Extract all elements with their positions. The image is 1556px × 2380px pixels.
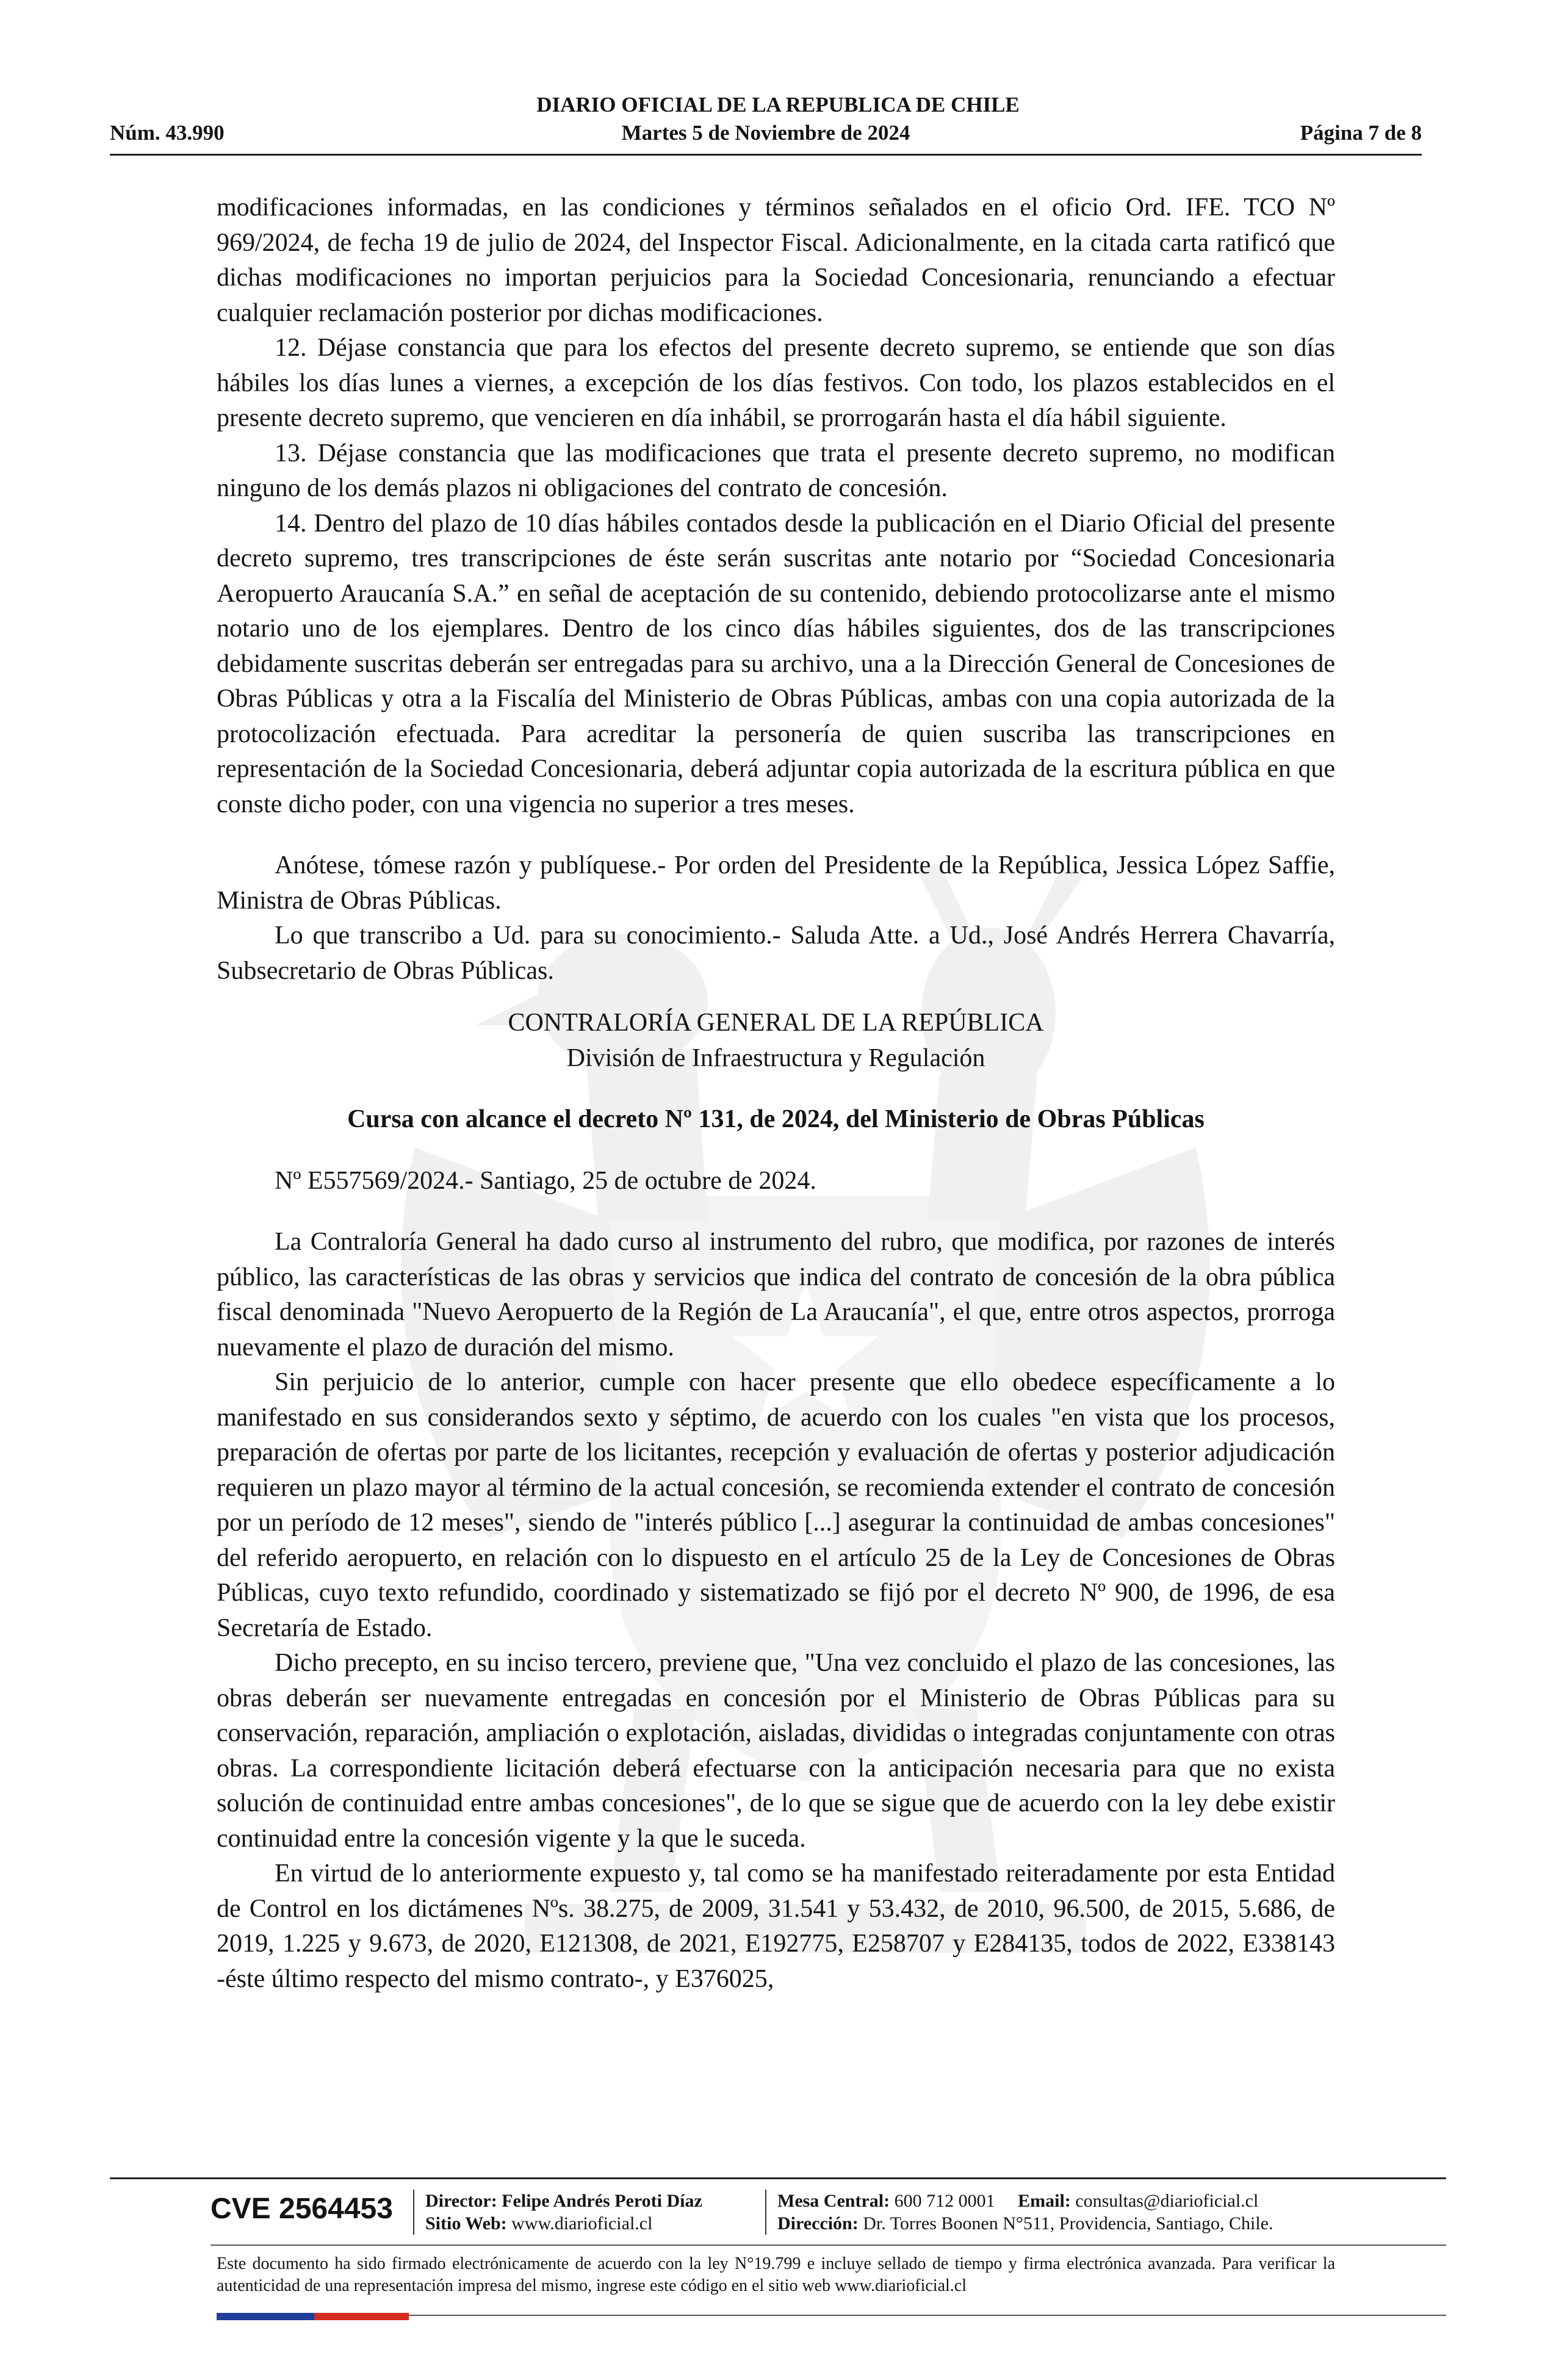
website-link[interactable]: www.diarioficial.cl [511,2213,653,2234]
clause-12: 12. Déjase constancia que para los efectos del presente decreto supremo, se entiende que son días hábiles los días lunes a viernes, a excepción de los días festivos. Con todo, los plazos establecidos en el presente decreto supremo, que vencieren en día inhábil, se prorrogarán hasta el día hábil siguiente. [217,334,1335,432]
cve-code: CVE 2564453 [211,2193,393,2225]
director-name: Felipe Andrés Peroti Díaz [502,2191,702,2211]
footer-separator [765,2190,766,2235]
footer-contact-block [777,2190,1273,2235]
document-body [217,190,1335,1997]
email-label: Email: [1018,2191,1071,2211]
website-label: Sitio Web: [425,2213,507,2234]
director-label: Director: [425,2191,497,2211]
opinion-paragraph-4: En virtud de lo anteriormente expuesto y, tal como se ha manifestado reiteradamente por esta Entidad de Control en los dictámenes Nºs. 38.275, de 2009, 31.541 y 53.432, de 2010, 96.500, de 2015, 5.686, de 2019, 1.225 y 9.673, de 2020, E121308, de 2021, E192775, E258707 y E284135, todos de 2022, E338143 -éste último respecto del mismo contrato-, y E376025, [217,1859,1335,1993]
issue-date: Martes 5 de Noviembre de 2024 [621,121,910,145]
email-link[interactable]: consultas@diarioficial.cl [1075,2191,1259,2211]
section-title: Cursa con alcance el decreto Nº 131, de 2024, del Ministerio de Obras Públicas [347,1105,1205,1133]
address-label: Dirección: [777,2213,859,2234]
clause-14: 14. Dentro del plazo de 10 días hábiles contados desde la publicación en el Diario Oficial del presente decreto supremo, tres transcripciones de éste serán suscritas ante notario por “Sociedad Concesionaria Aeropuerto Araucanía S.A.” en señal de aceptación de su contenido, debiendo protocolizarse ante el mismo notario uno de los ejemplares. Dentro de los cinco días hábiles siguientes, dos de las transcripciones debidamente suscritas deberán ser entregadas para su archivo, una a la Dirección General de Concesiones de Obras Públicas y otra a la Fiscalía del Ministerio de Obras Públicas, ambas con una copia autorizada de la protocolización efectuada. Para acreditar la personería de quien suscriba las transcripciones en representación de la Sociedad Concesionaria, deberá adjuntar copia autorizada de la escritura pública en que conste dicho poder, con una vigencia no superior a tres meses. [217,509,1335,818]
phone-number: 600 712 0001 [894,2191,995,2211]
header-divider [110,154,1422,156]
electronic-signature-notice: Este documento ha sido firmado electrónicamente de acuerdo con la ley N°19.799 e incluye sellado de tiempo y firma electrónica avanzada. Para verificar la autenticidad de una representación impresa del mismo, ingrese este código en el sitio web www.diarioficial.cl [217,2254,1335,2295]
issue-number: Núm. 43.990 [110,121,225,145]
organization-division: División de Infraestructura y Regulación [566,1044,985,1072]
footer-director-block [425,2190,702,2235]
header-row [110,121,1422,149]
signature-order-paragraph: Anótese, tómese razón y publíquese.- Por orden del Presidente de la República, Jessica López Saffie, Ministra de Obras Públicas. [217,851,1335,915]
footer-divider [110,2177,1446,2179]
address-value: Dr. Torres Boonen N°511, Providencia, Santiago, Chile. [863,2213,1273,2234]
organization-name: CONTRALORÍA GENERAL DE LA REPÚBLICA [508,1009,1044,1037]
phone-label: Mesa Central: [777,2191,890,2211]
transcription-paragraph: Lo que transcribo a Ud. para su conocimiento.- Saluda Atte. a Ud., José Andrés Herrera Chavarría, Subsecretario de Obras Públicas. [217,921,1335,985]
newspaper-title: DIARIO OFICIAL DE LA REPUBLICA DE CHILE [536,93,1020,117]
clause-13: 13. Déjase constancia que las modificaciones que trata el presente decreto supremo, no modifican ninguno de los demás plazos ni obligaciones del contrato de concesión. [217,439,1335,502]
reference-line: Nº E557569/2024.- Santiago, 25 de octubre de 2024. [275,1166,816,1195]
opinion-paragraph-3: Dicho precepto, en su inciso tercero, previene que, "Una vez concluido el plazo de las concesiones, las obras deberán ser nuevamente entregadas en concesión por el Ministerio de Obras Públicas para su conservación, reparación, ampliación o explotación, aisladas, divididas o integradas conjuntamente con otras obras. La correspondiente licitación deberá efectuarse con la anticipación necesaria para que no exista solución de continuidad entre ambas concesiones", de lo que se sigue que de acuerdo con la ley debe existir continuidad entre la concesión vigente y la que le suceda. [217,1649,1335,1853]
opinion-paragraph-2: Sin perjuicio de lo anterior, cumple con hacer presente que ello obedece específicamente a lo manifestado en sus considerandos sexto y séptimo, de acuerdo con los cuales "en vista que los procesos, preparación de ofertas por parte de los licitantes, recepción y evaluación de ofertas y posterior adjudicación requieren un plazo mayor al término de la actual concesión, se recomienda extender el contrato de concesión por un período de 12 meses", siendo de "interés público [...] asegurar la continuidad de ambas concesiones" del referido aeropuerto, en relación con lo dispuesto en el artículo 25 de la Ley de Concesiones de Obras Públicas, cuyo texto refundido, coordinado y sistematizado se fijó por el decreto Nº 900, de 1996, de esa Secretaría de Estado. [217,1368,1335,1642]
footer-divider-secondary [211,2245,1446,2246]
bottom-divider [409,2315,1446,2316]
opinion-paragraph-1: La Contraloría General ha dado curso al instrumento del rubro, que modifica, por razones de interés público, las características de las obras y servicios que indica del contrato de concesión de la obra pública fiscal denominada "Nuevo Aeropuerto de la Región de La Araucanía", el que, entre otros aspectos, prorroga nuevamente el plazo de duración del mismo. [217,1228,1335,1361]
page-indicator: Página 7 de 8 [1300,121,1422,145]
footer-separator [413,2190,414,2235]
flag-color-stripe [217,2313,409,2320]
paragraph-continuation: modificaciones informadas, en las condiciones y términos señalados en el oficio Ord. IFE. TCO Nº 969/2024, de fecha 19 de julio de 2024, del Inspector Fiscal. Adicionalmente, en la citada carta ratificó que dichas modificaciones no importan perjuicios para la Sociedad Concesionaria, renunciando a efectuar cualquier reclamación posterior por dichas modificaciones. [217,193,1335,327]
